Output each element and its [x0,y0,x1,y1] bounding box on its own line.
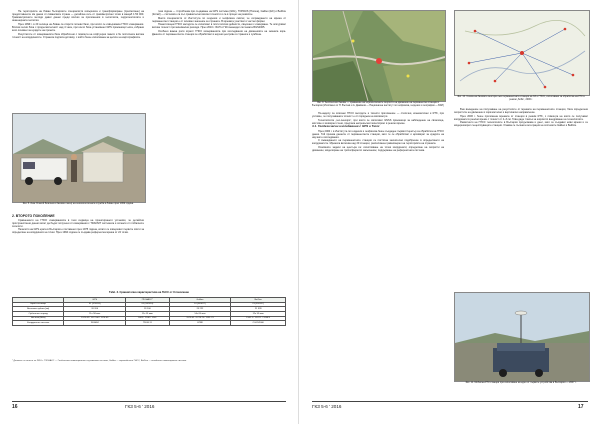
paragraph: Много специалисти от Института по геодезия и геофизика смятат, че изграждането на мрежа от перманентни станции е от основно значение за страната. В мрежата участват и частни фирми. [152,16,286,23]
figure-9-caption: Фиг. 9. Sentinel-ски бекове — сравнение на хоризонталните скорости на движение на перманентни станции в България (Изготвено от Н. Вълчев и А. Дамянов — Национален институт по геофизика, геодезия и география — БАН) [312,101,444,107]
paragraph: Развитието на ГНСС технологиите в България продължава и днес, като се създават нови мрежи и се модернизират съществуващите станции. Очаква се пълната интеграция на системите Galileo и BeiDou. [454,121,588,128]
table-header-cell: BeiDou [231,298,286,303]
paragraph: През 1999 г. в 20 селища на Ливан са открити полеви бази, при които се извършваха ГНСС измервания. Всички сесии бяха с продължителност над 4 часа, при което бяха установени GPS приемници Leica, избрани като основни за нуждите на проекта. [12,22,144,32]
paragraph: С въвеждането на перманентните станции се постигна значително подобрение в определянето на координатите. Мрежата включва над 20 станции, разположени равномерно на територията на страната. [312,139,444,146]
paragraph: Във въведение на получаване на резултатите от мрежата на перманентните станции, бяха определени скоростите на движение в хоризонтално и вертикално направление. [454,108,588,115]
rtk-station-photo [455,293,589,381]
table-cell: 23 (35/0/27) [231,302,286,307]
field-camp-photo [13,114,145,202]
baseline-vectors-diagram [455,11,589,95]
table-cell: CGCS2000 [231,321,286,326]
table-cell: ПЗ-90.11 [126,321,169,326]
table-cell: Брой спътници [13,302,64,307]
paragraph: По-надолу са описани ГНСС методите и тяхното приложение — статични, кинематични и RTK, при условие, че получаваната точност е от порядъка на милиметри. [312,112,444,119]
table-cell: GTRF [169,321,231,326]
paragraph: Основните задачи на центъра са: изчисляване на точни координати; определяне на скорости на движение; моделиране на тропосферното закъснение; поддържане на референтната система. [312,145,444,153]
table-cell: 1575.42 / 1278.75 / 1191.79 [169,316,231,321]
section-heading: 3.1. Геодезически изследвания с GPS и Тюлс [312,124,380,129]
table-row [13,321,286,326]
table-3-title: Табл. 3. Сравнителна характеристика на ГНСС от II поколение [109,291,189,294]
table-cell: 19 100 [126,307,169,312]
table-cell: 1575.42 / 1227.60 / 1176.45 [64,316,126,321]
figure-11-photo [454,292,590,382]
table-cell: WGS84 [64,321,126,326]
right-page [302,0,600,424]
paragraph: Технологията „гео-сензори“, при които се използват GNSS приемници за наблюдение на свлачища, мостове и язовирни стени, предлага непрекъснат мониторинг в реално време. [312,118,444,125]
table-cell: 11ч 58 мин [64,312,126,317]
figure-5-caption: Фиг. 5. Инж. Благой Благоев в базовия лагер на сеизмологичната служба в Ливан през 1999 година [22,202,134,205]
table-cell: 14ч 05 мин [169,312,231,317]
page-number: 16 [12,404,18,410]
table-cell: 1561.1 / 1207.1 / 1268.5 [231,316,286,321]
table-cell: 21 528 [231,307,286,312]
table-cell: 1602 / 1246 / 1202 [126,316,169,321]
right-col2-text [454,108,588,288]
left-col2-text [152,10,286,282]
left-page [0,0,299,424]
paragraph: Резултатите от измерванията бяха обработени с помощта на софтуерни пакети и бе постигната висока точност на координатите. Страната подписа договор, с който беше използвана за целите на картографията. [12,32,144,39]
journal-title: ГКЗ 5-6 ' 2016 [312,404,342,409]
table-cell: 12ч 53 мин [231,312,286,317]
paragraph: Понастоящем ГНСС методите се използват в почти всички дейности, свързани с измерване. Те осигуряват висока точност при минимални разходи. През 2010 г. БАН и ГКК въвеждат системата BGS2005. [152,23,286,30]
footer-rule [12,401,286,402]
footer-rule [312,401,588,402]
figure-5-photo [12,113,146,203]
paragraph: Началото на GPS ерата в България е поставено през 1975 година, когато се извършват първите опити за определяне на координати на точки. През 1994 година се създава референтна мрежа от 24 точки. [12,228,144,235]
figure-11-caption: Фиг. 11. Мобилна РТК станция при използване на едно от първите устройства в България — 2007 г. [465,381,577,384]
left-col1-text [12,10,144,110]
table-3 [12,297,286,326]
aerial-map-photo [313,11,445,101]
figure-10-caption: Фиг. 10. Схема на базовите вектори към перманентната станция на ЗЗ и ГНСС, използвани за обработка на РТК в режим „Sofia“, 2006 г. [457,95,585,101]
table-header-cell: ГЛОНАСС* [126,298,169,303]
paragraph: тази година — 4 проблема при създаване на GPS система (GDL), TOPAVIS (Полша), Galileo (ЕС) и BeiDou (Китай) — системите са със сравнително високи точности и са в процес на развитие. [152,10,286,17]
table-footnote: * Данните се отнасят за 2016 г. ГЛОНАСС — Глобальная навигационная спутниковая система, Galileo — европейската ГНСС, BeiDou — китайската навигационна система. [12,360,187,362]
table-cell: Честоти (MHz) [13,316,64,321]
table-cell: 14 (30/0/27) [169,302,231,307]
table-cell: 24 (24/0/24) [126,302,169,307]
paragraph: На територията на Ливан българските специалисти извършиха и трансформиране (пресмятане) на предоставените им данни от ливанската страна — детайлна сеть от гравиметрични точки в мащаб 1:50 000. Гравиметричните методи дават данни преди всичко за приложения в геологията, хидрогеологията и инженерната геология. [12,10,144,23]
figure-10-diagram [454,10,590,96]
table-cell: 23 222 [169,307,231,312]
paragraph: През 2006 г. беше приложена мрежата от станции в режим RTK, с помощта на която се получават координати в реално време с точност от 2–3 см. Това даде тласък за широкото внедряване на технологията. [454,114,588,121]
page-number: 17 [578,404,584,410]
table-cell: 20 200 [64,307,126,312]
table-cell: 31 (37/6/24) [64,302,126,307]
table-header-cell: GPS [64,298,126,303]
section-heading: 2. ВТОРОТО ПОКОЛЕНИЕ [12,214,55,218]
paragraph: Особено важна роля играят ГНСС измерванията при изследвания на движенията на земната кора. Данните от перманентните станции се обработват в научни центрове в страната и чужбина. [152,30,286,37]
right-col1-text [312,112,444,396]
table-header-cell: Galileo [169,298,231,303]
table-cell: 11ч 15 мин [126,312,169,317]
figure-9-photo [312,10,446,102]
paragraph: През 2000 г. в Института по геодезия и геофизика беше създаден първият Център за обработка на ГНСС данни. Той приема данните от перманентните станции, като те се обработват и архивират за нуждите на научните изследвания. [312,129,444,139]
journal-title: ГКЗ 5-6 ' 2016 [125,404,155,409]
paragraph: Сравнението на ГНСС измерванията в тази седмица на проектирането установи, че детайлни пространствени данни могат да бъдат получени от измервания с TRANSIT системата и сигнали от глобалните сателити. [12,218,144,228]
table-cell: Координатна система [13,321,64,326]
table-cell: Височина орбити (км) [13,307,64,312]
table-cell: Орбитален период [13,312,64,317]
left-col1-lower [12,214,144,284]
